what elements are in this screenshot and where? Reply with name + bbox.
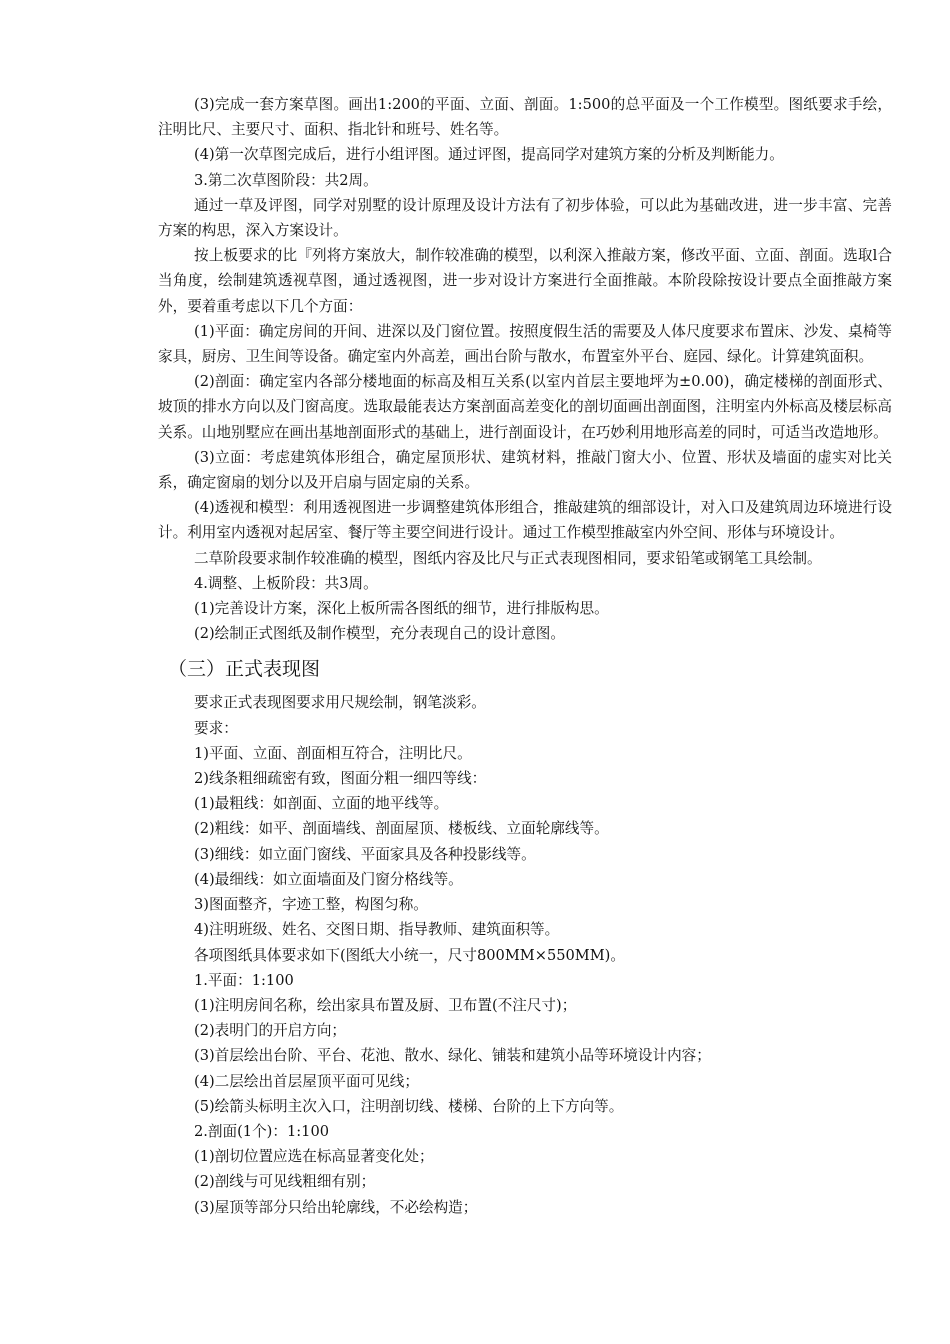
list-item: (1)最粗线：如剖面、立面的地平线等。 [194,795,449,813]
paragraph-second-draft-stage: 3.第二次草图阶段：共2周。 [194,171,378,189]
list-item: (2)粗线：如平、剖面墙线、剖面屋顶、楼板线、立面轮廓线等。 [194,820,609,838]
list-item: 2.剖面(1个)：1:100 [194,1122,330,1140]
list-item: 要求： [194,719,238,737]
list-item: 1)平面、立面、剖面相互符合，注明比尺。 [194,744,472,762]
paragraph-model-scale: 按上板要求的比『列将方案放大，制作较准确的模型，以利深入推敲方案，修改平面、立面、剖面。选取l合当角度，绘制建筑透视草图，通过透视图，进一步对设计方案进行全面推敲。本阶段除按设计要点全面推敲方案外，要着重考虑以下几个方面： [158,247,892,315]
paragraph-draft-set: (3)完成一套方案草图。画出1:200的平面、立面、剖面。1:500的总平面及一个工作模型。图纸要求手绘，注明比尺、主要尺寸、面积、指北针和班号、姓名等。 [158,96,892,139]
list-item: 要求正式表现图要求用尺规绘制，钢笔淡彩。 [194,694,486,712]
list-item: (4)二层绘出首层屋顶平面可见线； [194,1072,419,1090]
list-item: 4)注明班级、姓名、交图日期、指导教师、建筑面积等。 [194,921,560,939]
list-item: 3)图面整齐，字迹工整，构图匀称。 [194,896,428,914]
paragraph-second-draft-requirements: 二草阶段要求制作较准确的模型，图纸内容及比尺与正式表现图相同，要求铅笔或钢笔工具绘制。 [194,549,822,567]
paragraph-final-stage: 4.调整、上板阶段：共3周。 [194,574,378,592]
list-item: (5)绘箭头标明主次入口，注明剖切线、楼梯、台阶的上下方向等。 [194,1097,624,1115]
list-item: (3)首层绘出台阶、平台、花池、散水、绿化、铺装和建筑小品等环境设计内容； [194,1047,711,1065]
list-item: (2)剖线与可见线粗细有别； [194,1173,376,1191]
list-item: 2)线条粗细疏密有致，图面分粗一细四等线： [194,770,487,788]
list-item: (3)细线：如立面门窗线、平面家具及各种投影线等。 [194,845,536,863]
paragraph-plan: (1)平面：确定房间的开间、进深以及门窗位置。按照度假生活的需要及人体尺度要求布置床、沙发、桌椅等家具，厨房、卫生间等设备。确定室内外高差，画出台阶与散水，布置室外平台、庭园、绿化。计算建筑面积。 [158,322,892,366]
section-heading: （三）正式表现图 [168,658,321,681]
paragraph-elevation: (3)立面：考虑建筑体形组合，确定屋顶形状、建筑材料，推敲门窗大小、位置、形状及墙面的虚实对比关系，确定窗扇的划分以及开启扇与固定扇的关系。 [158,448,892,492]
paragraph-section: (2)剖面：确定室内各部分楼地面的标高及相互关系(以室内首层主要地坪为±0.00)，确定楼梯的剖面形式、坡顶的排水方向以及门窗高度。选取最能表达方案剖面高差变化的剖切面画出剖面图，注明室内外标高及楼层标高关系。山地别墅应在画出基地剖面形式的基础上，进行剖面设计，在巧妙利用地形高差的同时，可适当改造地形。 [158,373,892,441]
list-item: (4)最细线：如立面墙面及门窗分格线等。 [194,870,463,888]
paragraph-perspective-model: (4)透视和模型：利用透视图进一步调整建筑体形组合，推敲建筑的细部设计，对入口及建筑周边环境进行设计。利用室内透视对起居室、餐厅等主要空间进行设计。通过工作模型推敲室内外空间、形体与环境设计。 [158,499,892,542]
list-item: 1.平面：1:100 [194,971,294,989]
paragraph-first-review: (4)第一次草图完成后，进行小组评图。通过评图，提高同学对建筑方案的分析及判断能力。 [194,146,784,164]
list-item: (2)表明门的开启方向； [194,1022,347,1040]
paragraph-final-drawings: (2)绘制正式图纸及制作模型，充分表现自己的设计意图。 [194,625,565,643]
paragraph-refine-design: (1)完善设计方案，深化上板所需各图纸的细节，进行排版构思。 [194,600,609,618]
list-item: (3)屋顶等部分只给出轮廓线，不必绘构造； [194,1198,478,1216]
document-body [158,92,892,1220]
paragraph-second-draft-intro: 通过一草及评图，同学对别墅的设计原理及设计方法有了初步体验，可以此为基础改进，进一步丰富、完善方案的构思，深入方案设计。 [158,196,892,240]
list-item: 各项图纸具体要求如下(图纸大小统一，尺寸800MM×550MM)。 [194,946,625,964]
list-item: (1)注明房间名称，绘出家具布置及厨、卫布置(不注尺寸)； [194,996,577,1014]
list-item: (1)剖切位置应选在标高显著变化处； [194,1148,434,1166]
